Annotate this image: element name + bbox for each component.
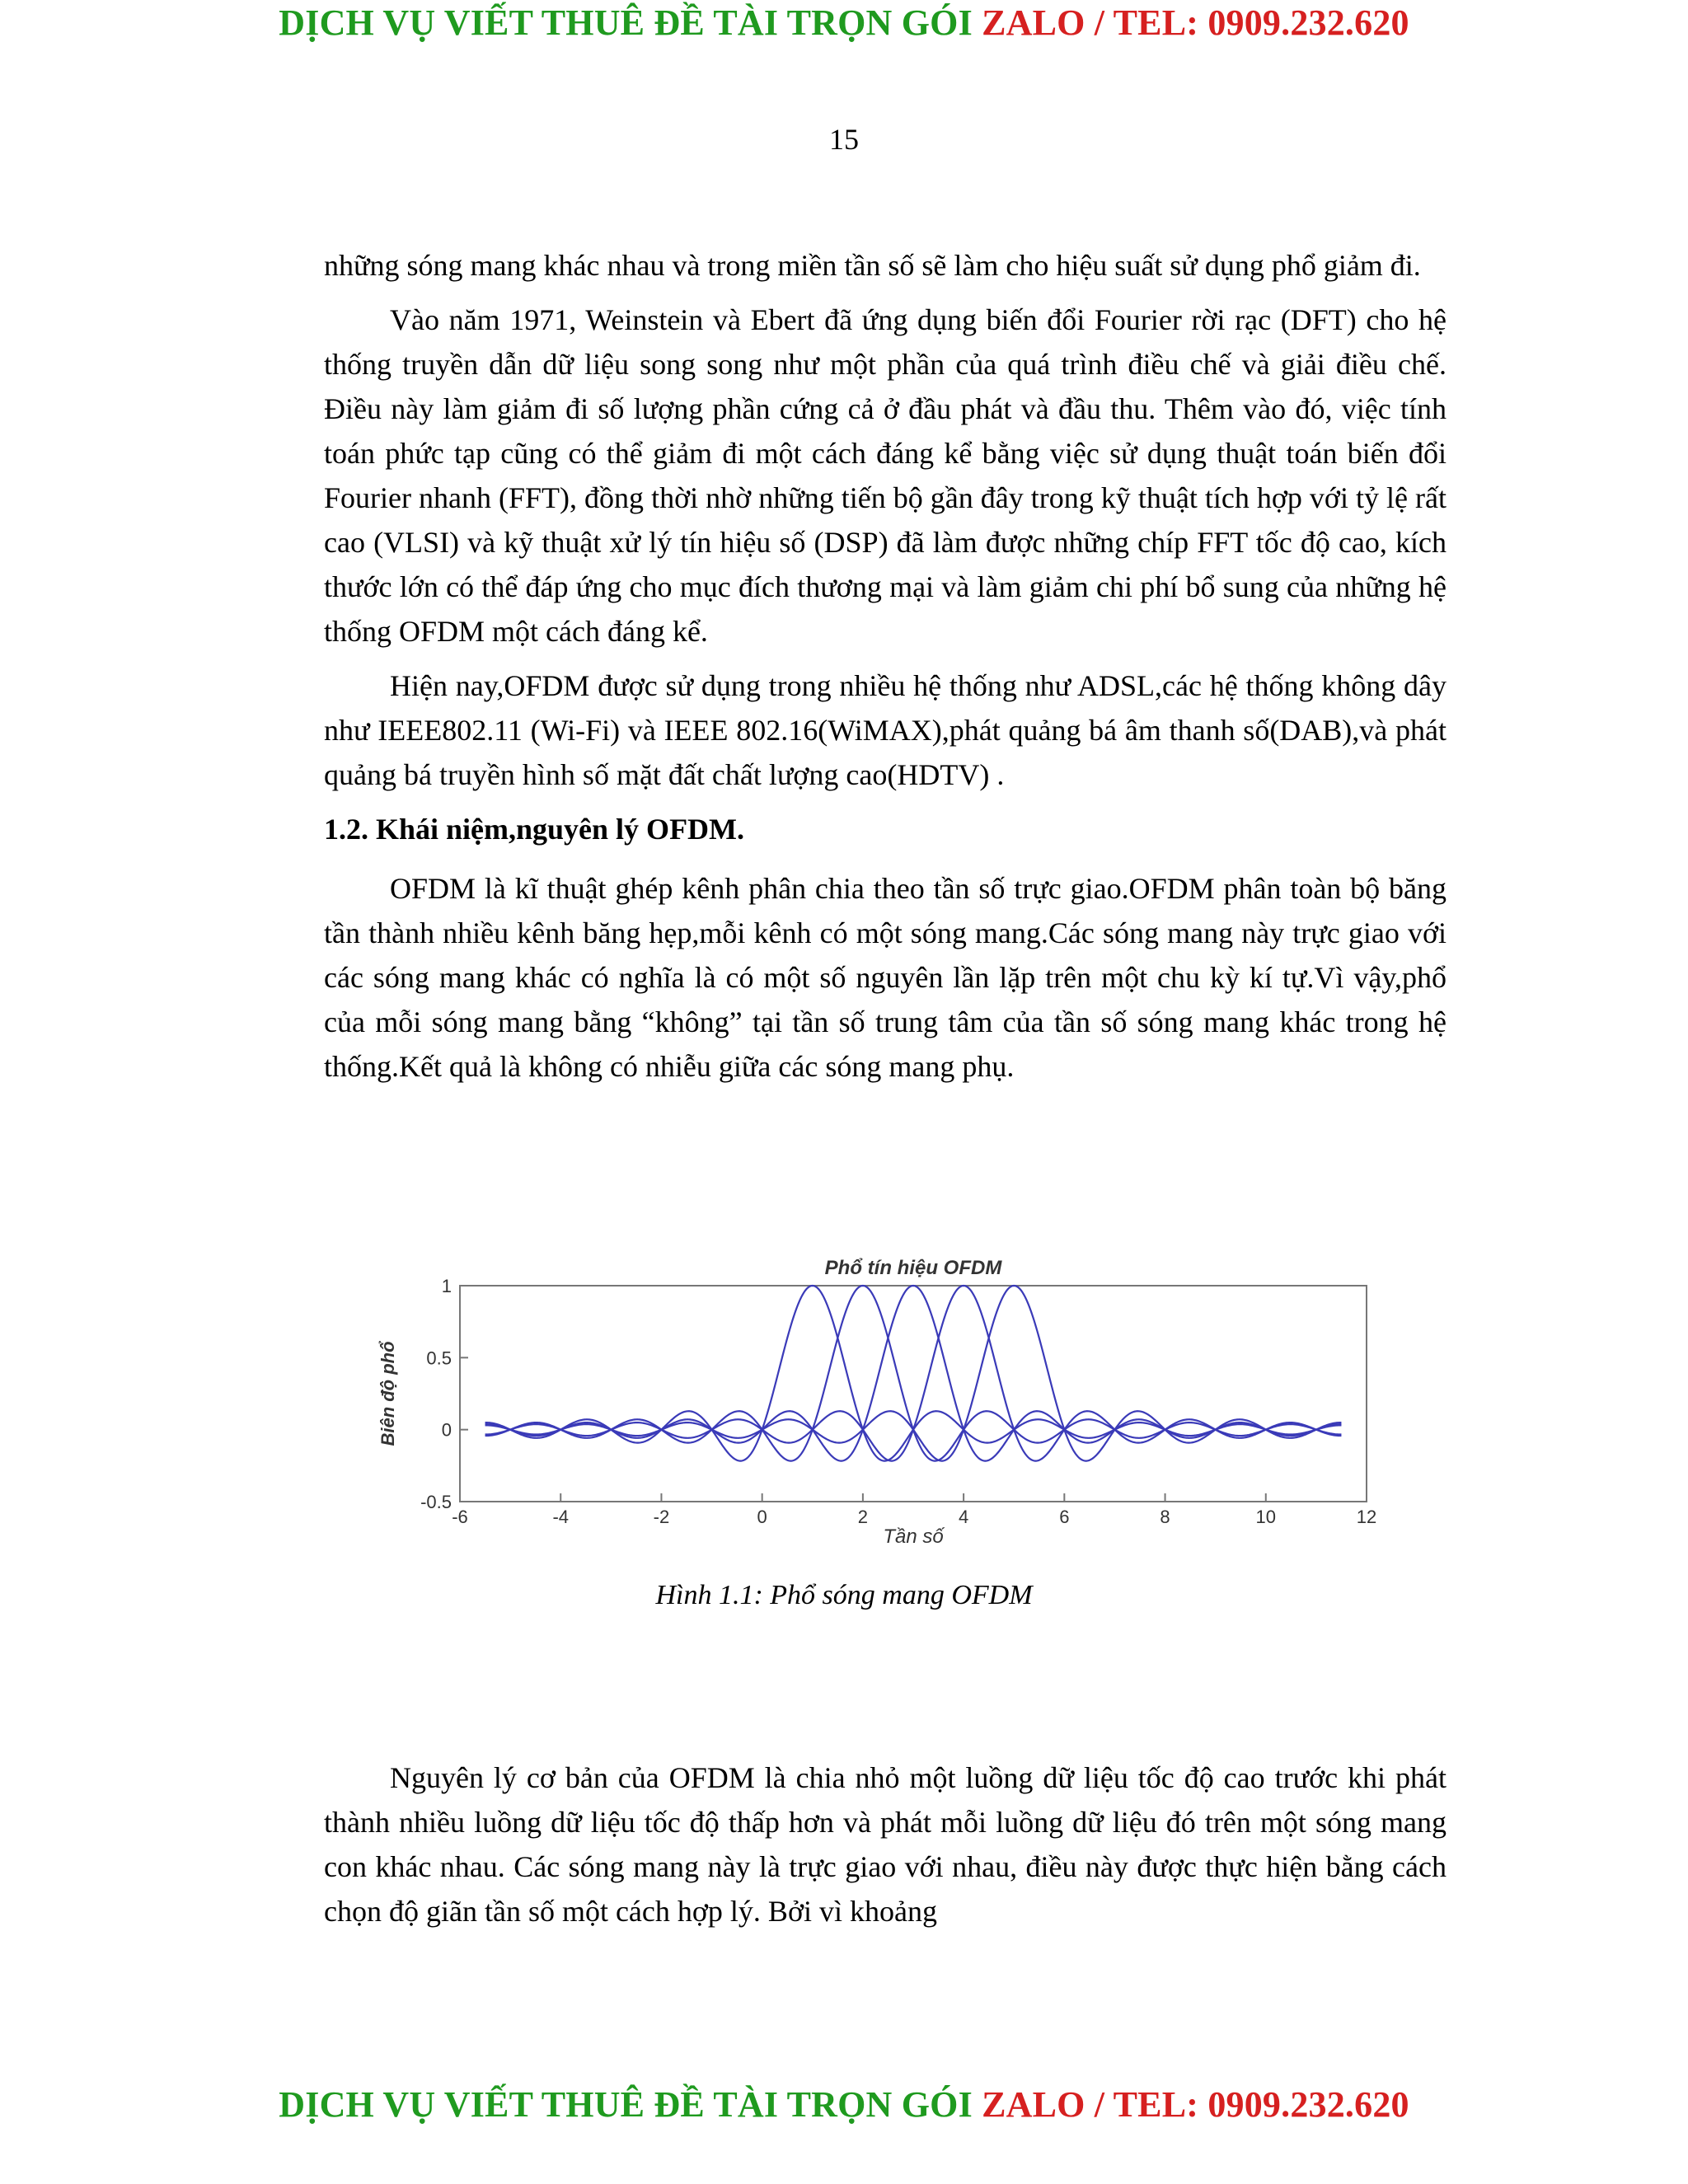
- x-tick-label: 10: [1255, 1507, 1277, 1527]
- banner-service-text: DỊCH VỤ VIẾT THUÊ ĐỀ TÀI TRỌN GÓI: [279, 2084, 973, 2125]
- y-tick-label: 1: [441, 1276, 452, 1296]
- subcarrier-curve: [485, 1286, 1342, 1461]
- section-heading: 1.2. Khái niệm,nguyên lý OFDM.: [324, 813, 745, 846]
- x-tick-label: 0: [757, 1507, 767, 1527]
- x-tick-label: 2: [857, 1507, 869, 1527]
- body-text-bottom: [324, 1755, 1447, 1943]
- y-tick-label: -0.5: [420, 1492, 452, 1512]
- y-tick-label: 0: [441, 1419, 452, 1441]
- x-axis-label: Tần số: [883, 1526, 944, 1548]
- paragraph: OFDM là kĩ thuật ghép kênh phân chia theo tần số trực giao.OFDM phân toàn bộ băng tần thành nhiều kênh băng hẹp,mỗi kênh có một sóng mang.Các sóng mang này trực giao với các sóng mang khác có nghĩa là có một số nguyên lần lặp trên một chu kỳ kí tự.Vì vậy,phổ của mỗi sóng mang bằng “không” tại tần số trung tâm của tần số sóng mang khác trong hệ thống.Kết quả là không có nhiễu giữa các sóng mang phụ.: [324, 872, 1447, 1083]
- x-tick-label: -4: [552, 1507, 570, 1527]
- x-tick-label: 6: [1059, 1507, 1070, 1527]
- footer-banner: [0, 2083, 1688, 2125]
- figure-caption: Hình 1.1: Phổ sóng mang OFDM: [655, 1580, 1033, 1610]
- header-banner: [0, 2, 1688, 44]
- page-number: 15: [829, 123, 859, 156]
- banner-contact-text: ZALO / TEL: 0909.232.620: [982, 2, 1409, 43]
- paragraph: Vào năm 1971, Weinstein và Ebert đã ứng dụng biến đổi Fourier rời rạc (DFT) cho hệ thống truyền dẫn dữ liệu song song như một phần của quá trình điều chế và giải điều chế. Điều này làm giảm đi số lượng phần cứng cả ở đầu phát và đầu thu. Thêm vào đó, việc tính toán phức tạp cũng có thể giảm đi một cách đáng kể bằng việc sử dụng thuật toán biến đổi Fourier nhanh (FFT), đồng thời nhờ những tiến bộ gần đây trong kỹ thuật tích hợp với tỷ lệ rất cao (VLSI) và kỹ thuật xử lý tín hiệu số (DSP) đã làm được những chíp FFT tốc độ cao, kích thước lớn có thể đáp ứng cho mục đích thương mại và làm giảm chi phí bổ sung của những hệ thống OFDM một cách đáng kể.: [324, 303, 1447, 648]
- body-text: [324, 243, 1447, 1099]
- y-axis-ticks: [420, 1276, 468, 1512]
- subcarrier-curve: [485, 1286, 1342, 1461]
- x-tick-label: -6: [452, 1507, 468, 1527]
- paragraph: những sóng mang khác nhau và trong miền tần số sẽ làm cho hiệu suất sử dụng phổ giảm đi.: [324, 249, 1421, 282]
- ofdm-spectrum-figure: [346, 1253, 1385, 1566]
- x-tick-label: 12: [1356, 1507, 1377, 1527]
- x-tick-label: 4: [958, 1507, 969, 1527]
- x-tick-label: 8: [1160, 1507, 1170, 1527]
- x-axis-ticks: [452, 1493, 1376, 1527]
- plot-frame: [460, 1286, 1367, 1502]
- y-tick-label: 0.5: [426, 1347, 452, 1369]
- banner-contact-text: ZALO / TEL: 0909.232.620: [982, 2084, 1409, 2125]
- subcarrier-curve: [485, 1286, 1342, 1461]
- spectrum-chart: [346, 1253, 1385, 1566]
- subcarrier-curve: [485, 1286, 1342, 1461]
- chart-title: Phổ tín hiệu OFDM: [824, 1257, 1002, 1279]
- x-tick-label: -2: [653, 1507, 670, 1527]
- paragraph: Hiện nay,OFDM được sử dụng trong nhiều hệ thống như ADSL,các hệ thống không dây như IEEE802.11 (Wi-Fi) và IEEE 802.16(WiMAX),phát quảng bá âm thanh số(DAB),và phát quảng bá truyền hình số mặt đất chất lượng cao(HDTV) .: [324, 669, 1447, 791]
- banner-service-text: DỊCH VỤ VIẾT THUÊ ĐỀ TÀI TRỌN GÓI: [279, 2, 973, 43]
- subcarrier-curve: [485, 1286, 1342, 1461]
- y-axis-label: Biên độ phổ: [377, 1341, 398, 1446]
- paragraph: Nguyên lý cơ bản của OFDM là chia nhỏ một luồng dữ liệu tốc độ cao trước khi phát thành nhiều luồng dữ liệu tốc độ thấp hơn và phát mỗi luồng dữ liệu đó trên một sóng mang con khác nhau. Các sóng mang này là trực giao với nhau, điều này được thực hiện bằng cách chọn độ giãn tần số một cách hợp lý. Bởi vì khoảng: [324, 1761, 1447, 1928]
- series-curves: [485, 1286, 1342, 1461]
